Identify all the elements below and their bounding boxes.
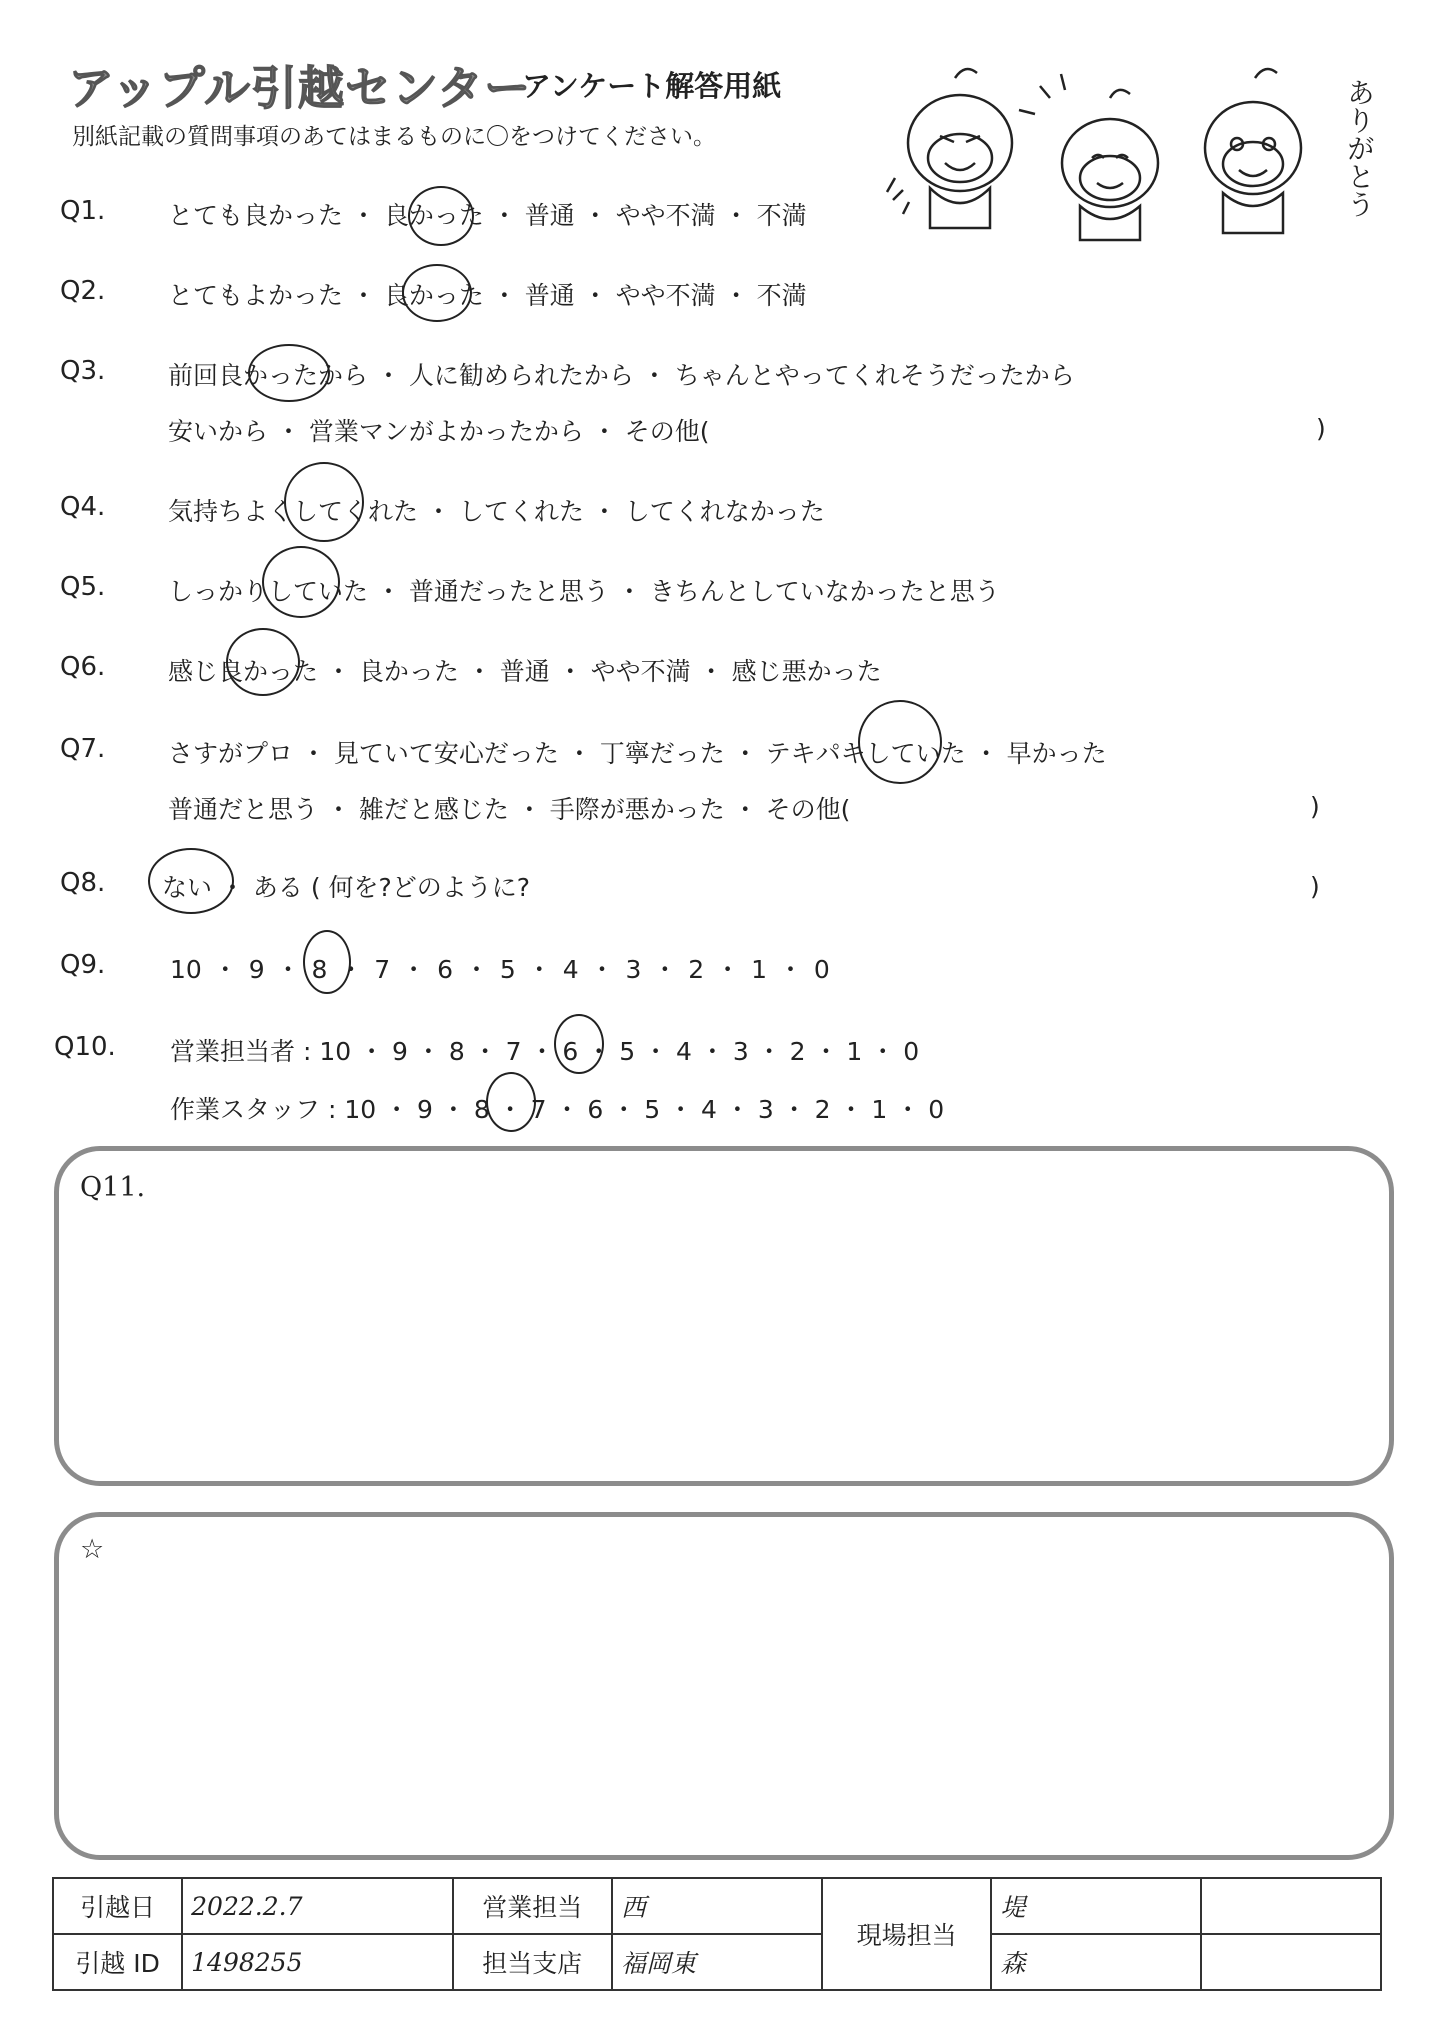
instruction-text: 別紙記載の質問事項のあてはまるものに〇をつけてください。 [72,124,716,150]
answer-circle [858,700,942,784]
q2-label: Q2. [60,276,106,306]
answer-circle [408,186,474,246]
answer-circle [248,344,330,402]
site-label: 現場担当 [822,1878,992,1990]
q10-sales-scale: 営業担当者 : 10 ・ 9 ・ 8 ・ 7 ・ 6 ・ 5 ・ 4 ・ 3 ・ 2 ・ 1 ・ 0 [170,1037,920,1066]
q7-paren-close: ) [1310,792,1320,821]
q7-options-line2: 普通だと思う ・ 雑だと感じた ・ 手際が悪かった ・ その他( [168,795,851,824]
q5-options: しっかりしていた ・ 普通だったと思う ・ きちんとしていなかったと思う [168,577,1000,606]
q3-options-line1: 前回良かったから ・ 人に勧められたから ・ ちゃんとやってくれそうだったから [168,361,1075,390]
q2-options: とてもよかった ・ 良かった ・ 普通 ・ やや不満 ・ 不満 [168,281,807,310]
answer-circle [284,462,364,542]
company-name: アップル引越センター [68,61,532,115]
sales-label: 営業担当 [453,1878,612,1934]
sales-value: 西 [612,1878,822,1934]
info-table [52,1877,1382,1991]
q4-options: 気持ちよくしてくれた ・ してくれた ・ してくれなかった [168,497,825,526]
answer-circle [486,1072,536,1132]
answer-circle [402,264,472,322]
move-id-value: 1498255 [182,1934,452,1990]
site-extra-cell-2 [1201,1934,1381,1990]
site-value-1: 堤 [991,1878,1201,1934]
q6-options: 感じ良かった ・ 良かった ・ 普通 ・ やや不満 ・ 感じ悪かった [168,657,882,686]
form-title: アンケート解答用紙 [522,69,782,103]
q7-label: Q7. [60,734,106,764]
q7-options-line1: さすがプロ ・ 見ていて安心だった ・ 丁寧だった ・ テキパキしていた ・ 早かった [168,739,1107,768]
answer-circle [262,546,340,618]
move-date-label: 引越日 [53,1878,182,1934]
answer-circle [148,848,234,914]
branch-label: 担当支店 [453,1934,612,1990]
q10-label: Q10. [54,1032,116,1062]
mascot-illustration [885,58,1335,248]
move-id-label: 引越 ID [53,1934,182,1990]
q4-label: Q4. [60,492,106,522]
comment-box[interactable] [54,1512,1394,1860]
q11-answer-box[interactable] [54,1146,1394,1486]
q8-options: ない ・ ある ( 何を?どのように? [162,873,531,902]
q3-options-line2: 安いから ・ 営業マンがよかったから ・ その他( [168,417,710,446]
q1-label: Q1. [60,196,106,226]
answer-circle [226,628,300,696]
q5-label: Q5. [60,572,106,602]
q3-label: Q3. [60,356,106,386]
star-box-label: ☆ [80,1534,105,1565]
branch-value: 福岡東 [612,1934,822,1990]
answer-circle [303,930,351,994]
site-extra-cell-1 [1201,1878,1381,1934]
answer-circle [554,1014,604,1074]
move-date-value: 2022.2.7 [182,1878,452,1934]
site-value-2: 森 [991,1934,1201,1990]
q1-options: とても良かった ・ 良かった ・ 普通 ・ やや不満 ・ 不満 [168,201,807,230]
q11-box-label: Q11. [80,1172,146,1203]
q9-label: Q9. [60,950,106,980]
q6-label: Q6. [60,652,106,682]
mascot-caption: ありがとう [1343,78,1376,218]
q3-paren-close: ) [1316,414,1326,443]
q8-paren-close: ) [1310,872,1320,901]
q10-staff-scale: 作業スタッフ : 10 ・ 9 ・ 8 ・ 7 ・ 6 ・ 5 ・ 4 ・ 3 ・ 2 ・ 1 ・ 0 [170,1095,945,1124]
q8-label: Q8. [60,868,106,898]
q9-scale: 10 ・ 9 ・ 8 ・ 7 ・ 6 ・ 5 ・ 4 ・ 3 ・ 2 ・ 1 ・ 0 [170,955,830,984]
